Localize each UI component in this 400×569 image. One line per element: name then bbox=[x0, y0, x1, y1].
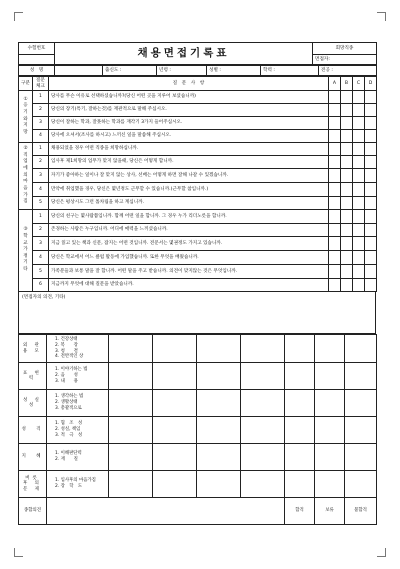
question-text: 당신의 장기(특기, 잘하는것)를 재관적으로 말해 주십시오. bbox=[49, 104, 329, 117]
score-d: D bbox=[365, 77, 377, 91]
rating-cell[interactable] bbox=[197, 471, 241, 498]
question-text: 당사를 무슨 이유로 선택하셨습니까?(당신 어떤 곳을 지루어 보셨습니까) bbox=[49, 91, 329, 104]
score-cell[interactable] bbox=[341, 169, 353, 183]
evaluation-category: 지 혜 bbox=[19, 444, 47, 471]
gender-field[interactable]: 성별 : bbox=[207, 66, 261, 76]
score-cell[interactable] bbox=[341, 130, 353, 143]
rating-cell[interactable] bbox=[285, 390, 315, 417]
question-number: 1 bbox=[33, 91, 49, 104]
crop-mark-top-left bbox=[14, 12, 23, 21]
evaluation-item: 4. 전반적인 상 bbox=[55, 354, 84, 360]
evaluation-category: 표 현 력 bbox=[19, 363, 47, 390]
interviewer-field[interactable]: 면접자: bbox=[313, 55, 377, 65]
question-text: 채용되었을 경우 어떤 직종을 희망하십니까. bbox=[49, 143, 329, 156]
interview-record-form bbox=[18, 42, 376, 520]
question-number: 5 bbox=[33, 265, 49, 279]
score-cell[interactable] bbox=[365, 143, 377, 156]
evaluation-item: 2. 음 성 bbox=[55, 373, 78, 379]
question-number: 5 bbox=[33, 197, 49, 210]
score-cell[interactable] bbox=[353, 169, 365, 183]
rating-cell[interactable] bbox=[345, 335, 377, 363]
score-cell[interactable] bbox=[353, 156, 365, 169]
score-cell[interactable] bbox=[365, 265, 377, 279]
evaluation-row bbox=[19, 471, 377, 498]
evaluation-items bbox=[47, 444, 109, 471]
evaluation-category: 외 관 용 모 bbox=[19, 335, 47, 363]
score-cell[interactable] bbox=[341, 91, 353, 104]
score-cell[interactable] bbox=[365, 117, 377, 130]
evaluation-item: 2. 생활상태 bbox=[55, 400, 78, 406]
evaluation-row bbox=[19, 444, 377, 471]
rating-cell[interactable] bbox=[197, 390, 241, 417]
score-cell[interactable] bbox=[365, 104, 377, 117]
summary-label: 종합의견 bbox=[19, 498, 47, 525]
rating-cell[interactable] bbox=[285, 335, 315, 363]
question-row bbox=[19, 224, 377, 237]
evaluation-item: 2. 성실, 책임 bbox=[55, 427, 81, 433]
birthplace-field[interactable]: 출신도 : bbox=[103, 66, 157, 76]
name-label: 성 명 bbox=[19, 66, 55, 76]
evaluation-table bbox=[18, 334, 377, 525]
score-cell[interactable] bbox=[365, 197, 377, 210]
rating-cell[interactable] bbox=[241, 417, 285, 444]
question-category: ② 직 업 에 의 마 음 가 짐 bbox=[19, 143, 33, 210]
rating-cell[interactable] bbox=[241, 471, 285, 498]
rating-cell[interactable] bbox=[315, 390, 345, 417]
score-cell[interactable] bbox=[341, 117, 353, 130]
score-b: B bbox=[341, 77, 353, 91]
rating-cell[interactable] bbox=[241, 390, 285, 417]
fail-option[interactable]: 불합격 bbox=[345, 498, 377, 525]
score-cell[interactable] bbox=[365, 279, 377, 292]
question-number: 2 bbox=[33, 156, 49, 169]
interviewer-opinion-box[interactable] bbox=[18, 292, 376, 334]
score-cell[interactable] bbox=[353, 143, 365, 156]
rating-cell[interactable] bbox=[153, 390, 197, 417]
crop-mark-top-right bbox=[377, 12, 386, 21]
evaluation-category: 성 실 성 bbox=[19, 390, 47, 417]
score-cell[interactable] bbox=[341, 197, 353, 210]
name-field[interactable] bbox=[55, 66, 103, 76]
question-row bbox=[19, 197, 377, 210]
score-cell[interactable] bbox=[365, 237, 377, 251]
question-number: 1 bbox=[33, 143, 49, 156]
question-text: 당신은 학교에서 어느 클럽 활동에 가입했습니까. 또한 무엇을 배웠습니까. bbox=[49, 251, 329, 265]
rating-cell[interactable] bbox=[345, 363, 377, 390]
score-cell[interactable] bbox=[341, 265, 353, 279]
rating-cell[interactable] bbox=[153, 335, 197, 363]
evaluation-item: 1. 입사후의 마음가짐 bbox=[55, 478, 96, 484]
rating-cell[interactable] bbox=[345, 471, 377, 498]
applicant-number-label: 수험번호 bbox=[19, 43, 55, 55]
score-cell[interactable] bbox=[329, 169, 341, 183]
question-number: 1 bbox=[33, 210, 49, 224]
score-cell[interactable] bbox=[329, 224, 341, 237]
evaluation-item: 3. 총괄적으로 bbox=[55, 405, 82, 411]
col-question-check: 질문 체크 bbox=[33, 77, 49, 91]
crop-mark-bottom-right bbox=[377, 548, 386, 557]
score-cell[interactable] bbox=[353, 251, 365, 265]
question-row bbox=[19, 237, 377, 251]
evaluation-row bbox=[19, 335, 377, 363]
rating-cell[interactable] bbox=[109, 417, 153, 444]
question-text: 자기가 좋아하는 일이나 잘 맞지 않는 상사, 선배는 어떻게 하면 잘해 나갈 수 있겠습니까. bbox=[49, 169, 329, 183]
score-cell[interactable] bbox=[329, 251, 341, 265]
rating-cell[interactable] bbox=[109, 471, 153, 498]
evaluation-item: 3. 청 결 bbox=[55, 348, 78, 354]
score-cell[interactable] bbox=[353, 279, 365, 292]
score-cell[interactable] bbox=[329, 143, 341, 156]
evaluation-items bbox=[47, 417, 109, 444]
rating-cell[interactable] bbox=[197, 444, 241, 471]
question-row bbox=[19, 91, 377, 104]
rating-cell[interactable] bbox=[109, 335, 153, 363]
evaluation-item: 1. 협 조 성 bbox=[55, 421, 83, 427]
rating-cell[interactable] bbox=[345, 444, 377, 471]
score-cell[interactable] bbox=[353, 265, 365, 279]
col-question: 질 문 사 항 bbox=[49, 77, 329, 91]
question-text: 입사후 제1희망의 업무가 맞지 않을때, 당신은 어떻게 합니까. bbox=[49, 156, 329, 169]
score-cell[interactable] bbox=[353, 117, 365, 130]
question-number: 2 bbox=[33, 104, 49, 117]
score-cell[interactable] bbox=[329, 197, 341, 210]
question-text: 지금까지 무엇에 대해 질문을 받았습니까. bbox=[49, 279, 329, 292]
rating-cell[interactable] bbox=[197, 335, 241, 363]
score-cell[interactable] bbox=[365, 251, 377, 265]
summary-opinion-field[interactable] bbox=[47, 498, 285, 525]
crop-mark-bottom-left bbox=[14, 548, 23, 557]
question-text: 존경하는 사람은 누구입니까. 어디에 매력을 느끼셨습니까. bbox=[49, 224, 329, 237]
rating-cell[interactable] bbox=[241, 444, 285, 471]
question-row bbox=[19, 169, 377, 183]
pass-option[interactable]: 합격 bbox=[285, 498, 315, 525]
score-cell[interactable] bbox=[329, 183, 341, 197]
question-category: ① 응 기 와 지 망 bbox=[19, 91, 33, 143]
question-number: 3 bbox=[33, 237, 49, 251]
evaluation-row bbox=[19, 390, 377, 417]
rating-cell[interactable] bbox=[109, 444, 153, 471]
score-cell[interactable] bbox=[341, 156, 353, 169]
hold-option[interactable]: 보류 bbox=[315, 498, 345, 525]
evaluation-item: 1. 이야기하는 법 bbox=[55, 367, 88, 373]
question-row bbox=[19, 156, 377, 169]
question-number: 4 bbox=[33, 130, 49, 143]
rating-cell[interactable] bbox=[153, 363, 197, 390]
education-field[interactable]: 학력 : bbox=[261, 66, 319, 76]
question-row bbox=[19, 251, 377, 265]
score-cell[interactable] bbox=[353, 197, 365, 210]
rating-cell[interactable] bbox=[315, 363, 345, 390]
evaluation-items bbox=[47, 471, 109, 498]
score-cell[interactable] bbox=[329, 237, 341, 251]
rating-cell[interactable] bbox=[153, 471, 197, 498]
score-cell[interactable] bbox=[365, 91, 377, 104]
form-header bbox=[18, 42, 377, 65]
score-cell[interactable] bbox=[365, 169, 377, 183]
score-cell[interactable] bbox=[353, 210, 365, 224]
evaluation-item: 2. 재 질 bbox=[55, 457, 78, 462]
score-cell[interactable] bbox=[353, 183, 365, 197]
score-cell[interactable] bbox=[365, 130, 377, 143]
rating-cell[interactable] bbox=[285, 471, 315, 498]
question-number: 4 bbox=[33, 183, 49, 197]
rating-cell[interactable] bbox=[109, 363, 153, 390]
rating-cell[interactable] bbox=[345, 390, 377, 417]
question-text: 가족분들과 보통 말을 잘 합니까. 어떤 말을 주고 받습니까. 의견이 맞지않는 것은 무엇입니까. bbox=[49, 265, 329, 279]
question-number: 3 bbox=[33, 169, 49, 183]
score-a: A bbox=[329, 77, 341, 91]
summary-row bbox=[19, 498, 377, 525]
evaluation-items bbox=[47, 335, 109, 363]
question-number: 4 bbox=[33, 251, 49, 265]
question-number: 6 bbox=[33, 279, 49, 292]
evaluation-category: 버릇 후 의문 제 bbox=[19, 471, 47, 498]
score-cell[interactable] bbox=[341, 104, 353, 117]
question-text: 당신이 잘하는 학과, 잘못하는 학과를 재각기 3가지 들어주십시오. bbox=[49, 117, 329, 130]
question-row bbox=[19, 279, 377, 292]
rating-cell[interactable] bbox=[153, 417, 197, 444]
rating-cell[interactable] bbox=[315, 444, 345, 471]
question-text: 만약에 취업했을 경우, 당신은 몇년정도 근무할 수 있습니까.(근무할 참입니까.) bbox=[49, 183, 329, 197]
applicant-info-row bbox=[18, 65, 377, 76]
score-cell[interactable] bbox=[329, 279, 341, 292]
rating-cell[interactable] bbox=[241, 363, 285, 390]
score-cell[interactable] bbox=[329, 130, 341, 143]
applicant-number-field[interactable] bbox=[19, 55, 55, 65]
score-cell[interactable] bbox=[365, 210, 377, 224]
score-cell[interactable] bbox=[353, 104, 365, 117]
opinion-label: (면접자의 의견, 기타) bbox=[22, 295, 66, 300]
question-row bbox=[19, 130, 377, 143]
score-cell[interactable] bbox=[329, 91, 341, 104]
rating-cell[interactable] bbox=[153, 444, 197, 471]
rating-cell[interactable] bbox=[315, 417, 345, 444]
score-cell[interactable] bbox=[341, 251, 353, 265]
evaluation-item: 1. 이해판단력 bbox=[55, 451, 82, 457]
score-cell[interactable] bbox=[341, 210, 353, 224]
evaluation-item: 3. 적 극 성 bbox=[55, 432, 83, 438]
form-title: 채용면접기록표 bbox=[55, 43, 313, 65]
evaluation-item: 1. 건강상태 bbox=[55, 337, 78, 343]
question-row bbox=[19, 183, 377, 197]
score-cell[interactable] bbox=[365, 156, 377, 169]
question-text: 당신은 평상시도 그런 톨차림을 하고 계십니까. bbox=[49, 197, 329, 210]
evaluation-items bbox=[47, 363, 109, 390]
score-cell[interactable] bbox=[341, 143, 353, 156]
rating-cell[interactable] bbox=[197, 417, 241, 444]
rating-cell[interactable] bbox=[109, 390, 153, 417]
question-row bbox=[19, 143, 377, 156]
col-category: 구분 bbox=[19, 77, 33, 91]
score-cell[interactable] bbox=[365, 224, 377, 237]
score-cell[interactable] bbox=[329, 265, 341, 279]
question-text: 당사에 오셔서(조사를 하시고) 느끼신 일을 말씀해 주십시오. bbox=[49, 130, 329, 143]
rating-cell[interactable] bbox=[315, 471, 345, 498]
major-field[interactable]: 전공 : bbox=[319, 66, 377, 76]
question-row bbox=[19, 265, 377, 279]
question-text: 지금 읽고 있는 책과 신문, 잡지는 어떤 것입니까. 전문서는 몇권정도 가지고 있습니까. bbox=[49, 237, 329, 251]
question-number: 3 bbox=[33, 117, 49, 130]
evaluation-category: 성 격 bbox=[19, 417, 47, 444]
age-field[interactable]: 년령 : bbox=[157, 66, 207, 76]
score-cell[interactable] bbox=[341, 224, 353, 237]
rating-cell[interactable] bbox=[285, 417, 315, 444]
question-category: ③ 학 교 가 정 기 타 bbox=[19, 210, 33, 292]
evaluation-row bbox=[19, 363, 377, 390]
score-cell[interactable] bbox=[365, 183, 377, 197]
score-cell[interactable] bbox=[341, 279, 353, 292]
question-row bbox=[19, 104, 377, 117]
rating-cell[interactable] bbox=[241, 335, 285, 363]
score-cell[interactable] bbox=[353, 237, 365, 251]
score-cell[interactable] bbox=[341, 237, 353, 251]
evaluation-item: 3. 내 용 bbox=[55, 378, 78, 384]
rating-cell[interactable] bbox=[345, 417, 377, 444]
score-c: C bbox=[353, 77, 365, 91]
evaluation-items bbox=[47, 390, 109, 417]
question-row bbox=[19, 117, 377, 130]
score-cell[interactable] bbox=[353, 130, 365, 143]
evaluation-item: 1. 생각하는 법 bbox=[55, 394, 84, 400]
score-cell[interactable] bbox=[341, 183, 353, 197]
question-table bbox=[18, 76, 377, 292]
evaluation-row bbox=[19, 417, 377, 444]
score-cell[interactable] bbox=[329, 117, 341, 130]
question-number: 2 bbox=[33, 224, 49, 237]
rating-cell[interactable] bbox=[285, 444, 315, 471]
evaluation-item: 2. 복 장 bbox=[55, 342, 78, 348]
score-cell[interactable] bbox=[353, 224, 365, 237]
rating-cell[interactable] bbox=[285, 363, 315, 390]
evaluation-item: 2. 장 학 도 bbox=[55, 484, 83, 489]
rating-cell[interactable] bbox=[315, 335, 345, 363]
score-cell[interactable] bbox=[329, 104, 341, 117]
question-text: 당신의 친구는 몇사람쯤입니까. 함께 어떤 일을 합니까. 그 경우 누가 리더노릇을 합니까. bbox=[49, 210, 329, 224]
score-cell[interactable] bbox=[353, 91, 365, 104]
score-cell[interactable] bbox=[329, 210, 341, 224]
rating-cell[interactable] bbox=[197, 363, 241, 390]
score-cell[interactable] bbox=[329, 156, 341, 169]
desired-job-label: 회망직종 bbox=[313, 43, 377, 55]
question-row bbox=[19, 210, 377, 224]
